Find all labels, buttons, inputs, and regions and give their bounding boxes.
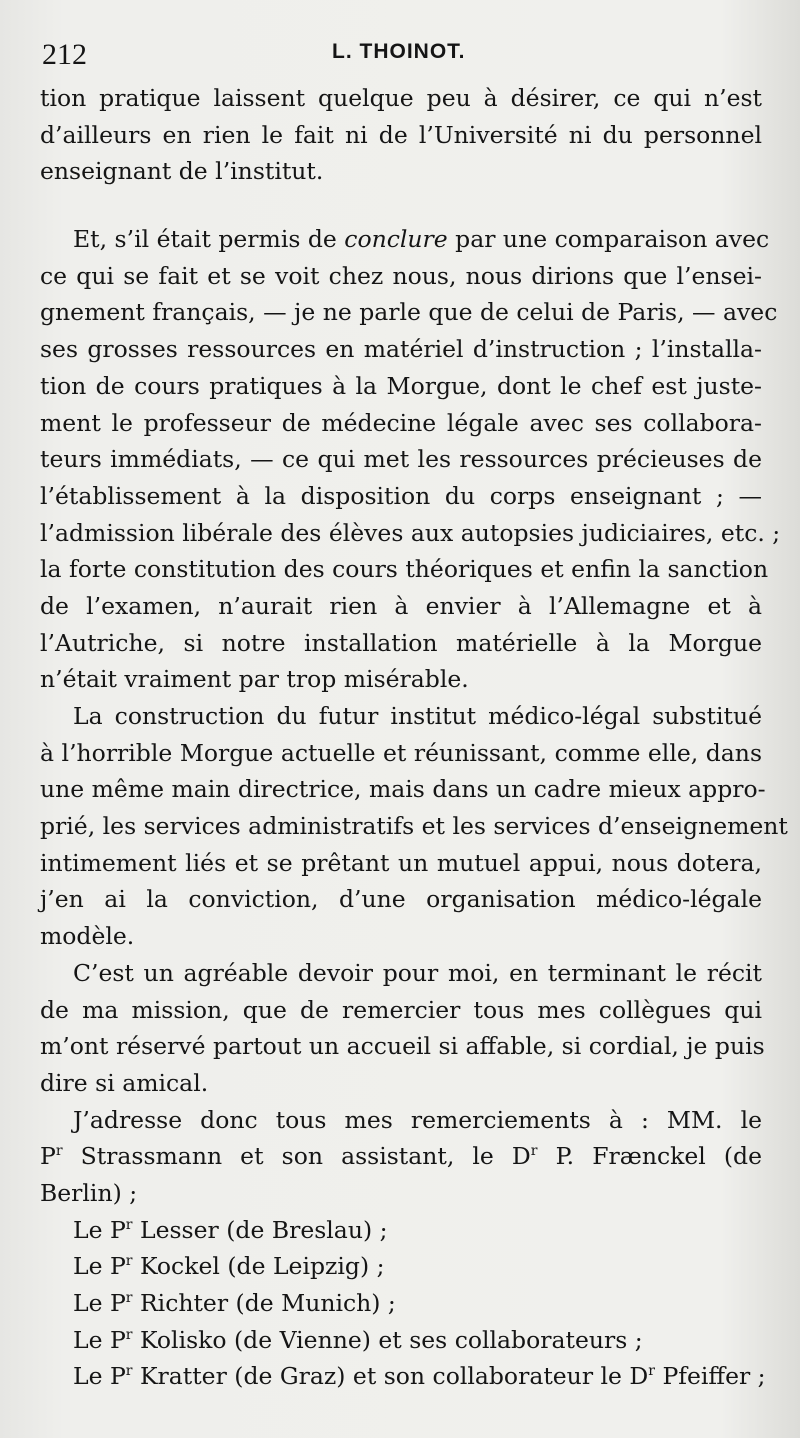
text-line: tion de cours pratiques à la Morgue, dont le chef est juste- xyxy=(40,371,762,400)
acknowledgement-item xyxy=(40,1322,762,1359)
text-line: ce qui se fait et se voit chez nous, nous dirions que l’ensei- xyxy=(40,261,762,290)
text-segment: Kolisko (de Vienne) et ses collaborateurs ; xyxy=(139,1325,643,1354)
text-line: prié, les services administratifs et les services d’enseignement xyxy=(40,812,788,841)
text-line: j’en ai la conviction, d’une organisation médico-légale xyxy=(40,885,762,914)
text-line: la forte constitution des cours théoriques et enfin la sanction xyxy=(40,555,769,584)
superscript: r xyxy=(125,1253,133,1270)
text-line: intimement liés et se prêtant un mutuel appui, nous dotera, xyxy=(40,848,762,877)
text-line: n’était vraiment par trop misérable. xyxy=(40,665,469,694)
text-line: l’Autriche, si notre installation matérielle à la Morgue xyxy=(40,628,762,657)
text-line: de ma mission, que de remercier tous mes collègues qui xyxy=(40,995,762,1024)
text-segment: P. Frænckel (de xyxy=(537,1142,762,1171)
text-line xyxy=(40,221,770,258)
text-segment: Pfeiffer ; xyxy=(654,1362,766,1391)
text-segment: Le P xyxy=(73,1215,126,1244)
acknowledgement-item xyxy=(40,1212,762,1249)
text-line: C’est un agréable devoir pour moi, en terminant le récit xyxy=(73,958,762,987)
text-line: enseignant de l’institut. xyxy=(40,157,324,186)
superscript: r xyxy=(125,1326,133,1343)
text-segment: Le P xyxy=(73,1289,126,1317)
body-text xyxy=(40,80,788,1395)
section-gap xyxy=(40,190,762,221)
superscript: r xyxy=(55,1143,63,1160)
text-segment: Richter (de Munich) ; xyxy=(139,1289,396,1317)
text-line: dire si amical. xyxy=(40,1068,209,1097)
text-segment: P xyxy=(40,1142,56,1171)
text-line: d’ailleurs en rien le fait ni de l’Université ni du personnel xyxy=(40,120,762,149)
text-line: l’admission libérale des élèves aux autopsies judiciaires, etc. ; xyxy=(40,518,781,547)
text-segment: Lesser (de Breslau) ; xyxy=(139,1215,388,1244)
superscript: r xyxy=(530,1143,538,1160)
text-line: J’adresse donc tous mes remerciements à : MM. le xyxy=(73,1105,762,1134)
text-line: modèle. xyxy=(40,922,135,951)
acknowledgement-item xyxy=(40,1285,762,1322)
text-line: teurs immédiats, — ce qui met les ressources précieuses de xyxy=(40,445,762,474)
text-segment: par une comparaison avec xyxy=(447,225,770,254)
text-segment: Strassmann et son assistant, le D xyxy=(62,1142,531,1171)
superscript: r xyxy=(125,1290,133,1306)
text-line: ses grosses ressources en matériel d’instruction ; l’installa- xyxy=(40,335,762,364)
text-segment: Et, s’il était permis de xyxy=(73,225,345,254)
running-head: L. THOINOT. xyxy=(332,40,466,63)
text-line: m’ont réservé partout un accueil si affable, si cordial, je puis xyxy=(40,1032,765,1061)
text-line xyxy=(40,1138,762,1175)
text-line: tion pratique laissent quelque peu à désirer, ce qui n’est xyxy=(40,84,762,112)
text-segment: Le P xyxy=(73,1362,126,1391)
text-line: gnement français, — je ne parle que de celui de Paris, — avec xyxy=(40,298,778,327)
text-segment: Le P xyxy=(73,1252,126,1281)
text-line: l’établissement à la disposition du corps enseignant ; — xyxy=(40,481,762,510)
text-line: une même main directrice, mais dans un cadre mieux appro- xyxy=(40,775,766,804)
text-line: La construction du futur institut médico-légal substitué xyxy=(73,702,762,730)
text-line: ment le professeur de médecine légale avec ses collabora- xyxy=(40,408,762,437)
page-header xyxy=(42,34,760,74)
acknowledgement-item xyxy=(40,1358,766,1395)
emphasis-word: conclure xyxy=(344,225,448,254)
text-segment: Kratter (de Graz) et son collaborateur le D xyxy=(139,1362,649,1391)
text-line: de l’examen, n’aurait rien à envier à l’Allemagne et à xyxy=(40,591,762,620)
page-number: 212 xyxy=(42,38,87,71)
text-line: à l’horrible Morgue actuelle et réunissant, comme elle, dans xyxy=(40,738,762,767)
acknowledgement-item xyxy=(40,1248,762,1285)
superscript: r xyxy=(648,1363,655,1380)
text-segment: Le P xyxy=(73,1325,126,1354)
text-line: Berlin) ; xyxy=(40,1178,138,1207)
text-segment: Kockel (de Leipzig) ; xyxy=(139,1252,385,1281)
superscript: r xyxy=(125,1363,133,1380)
superscript: r xyxy=(125,1216,133,1233)
